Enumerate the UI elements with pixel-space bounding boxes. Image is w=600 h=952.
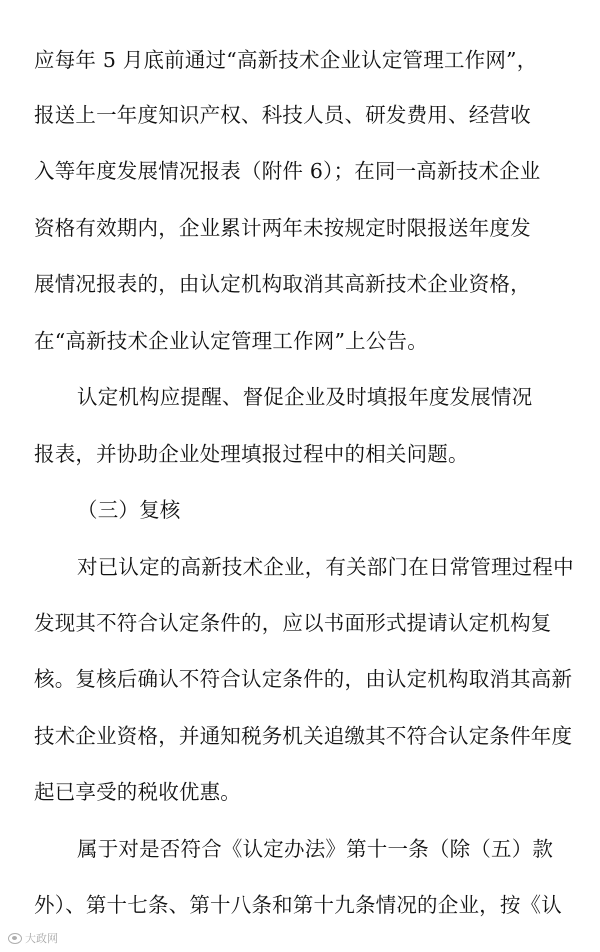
text-line: 技术企业资格，并通知税务机关追缴其不符合认定条件年度 bbox=[34, 724, 573, 748]
text-line: 外）、第十七条、第十八条和第十九条情况的企业，按《认 bbox=[34, 893, 562, 917]
paragraph-first-line: 属于对是否符合《认定办法》第十一条（除（五）款 bbox=[77, 837, 554, 861]
text-line: 起已享受的税收优惠。 bbox=[34, 780, 241, 804]
section-heading: （三）复核 bbox=[77, 498, 181, 522]
text-line: 发现其不符合认定条件的，应以书面形式提请认定机构复 bbox=[34, 611, 552, 635]
paragraph-first-line: 对已认定的高新技术企业，有关部门在日常管理过程中 bbox=[77, 555, 574, 579]
watermark bbox=[8, 930, 58, 946]
text-line: 在“高新技术企业认定管理工作网”上公告。 bbox=[34, 329, 428, 353]
watermark-text: 大政网 bbox=[25, 932, 58, 945]
text-line: 报送上一年度知识产权、科技人员、研发费用、经营收 bbox=[34, 103, 531, 127]
paragraph-first-line: 认定机构应提醒、督促企业及时填报年度发展情况 bbox=[77, 385, 533, 409]
text-line: 展情况报表的，由认定机构取消其高新技术企业资格， bbox=[34, 272, 531, 296]
text-line: 入等年度发展情况报表（附件 6）；在同一高新技术企业 bbox=[34, 159, 541, 183]
text-line: 核。复核后确认不符合认定条件的，由认定机构取消其高新 bbox=[34, 667, 573, 691]
text-line: 资格有效期内，企业累计两年未按规定时限报送年度发 bbox=[34, 216, 531, 240]
weibo-logo-icon bbox=[8, 933, 22, 944]
text-line: 应每年 5 月底前通过“高新技术企业认定管理工作网”， bbox=[34, 48, 538, 72]
text-line: 报表，并协助企业处理填报过程中的相关问题。 bbox=[34, 442, 469, 466]
